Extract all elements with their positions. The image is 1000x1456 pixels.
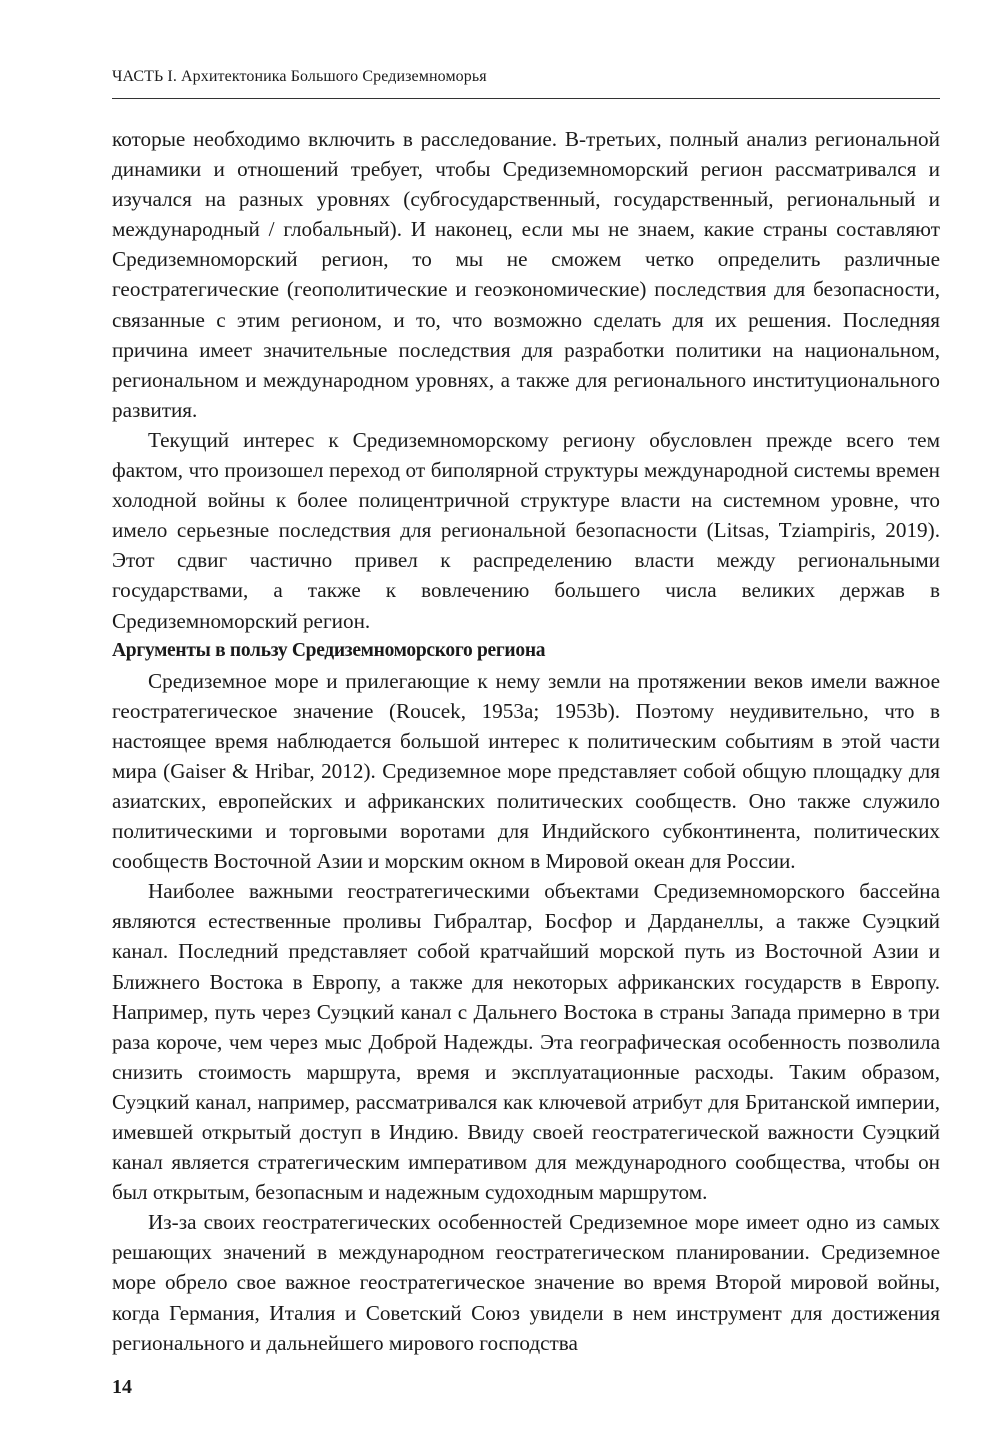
paragraph-continued: которые необходимо включить в расследование. В-третьих, полный анализ региональной динамики и отношений требует, чтобы Средиземноморский регион рассматривался и изучался на разных уровнях (субгосударственный, государственный, региональный и международный / глобальный). И наконец, если мы не знаем, какие страны составляют Средиземноморский регион, то мы не сможем четко определить различные геостратегические (геополитические и геоэкономические) последствия для безопасности, связанные с этим регионом, и то, что возможно сделать для их решения. Последняя причина имеет значительные последствия для разработки политики на национальном, региональном и международном уровнях, а также для регионального институционального развития. bbox=[112, 127, 940, 422]
page-number: 14 bbox=[112, 1376, 132, 1398]
section-heading: Аргументы в пользу Средиземноморского региона bbox=[112, 639, 546, 661]
page-body bbox=[112, 124, 940, 1358]
paragraph: Наиболее важными геостратегическими объектами Средиземноморского бассейна являются естественные проливы Гибралтар, Босфор и Дарданеллы, а также Суэцкий канал. Последний представляет собой кратчайший морской путь из Восточной Азии и Ближнего Востока в Европу, а также для некоторых африканских государств в Европу. Например, путь через Суэцкий канал с Дальнего Востока в страны Запада примерно в три раза короче, чем через мыс Доброй Надежды. Эта географическая особенность позволила снизить стоимость маршрута, время и эксплуатационные расходы. Таким образом, Суэцкий канал, например, рассматривался как ключевой атрибут для Британской империи, имевшей открытый доступ в Индию. Ввиду своей геостратегической важности Суэцкий канал является стратегическим императивом для международного сообщества, чтобы он был открытым, безопасным и надежным судоходным маршрутом. bbox=[112, 879, 940, 1205]
paragraph: Из-за своих геостратегических особенностей Средиземное море имеет одно из самых решающих значений в международном геостратегическом планировании. Средиземное море обрело свое важное геостратегическое значение во время Второй мировой войны, когда Германия, Италия и Советский Союз увидели в нем инструмент для достижения регионального и дальнейшего мирового господства bbox=[112, 1210, 940, 1355]
paragraph: Средиземное море и прилегающие к нему земли на протяжении веков имели важное геостратегическое значение (Roucek, 1953a; 1953b). Поэтому неудивительно, что в настоящее время наблюдается большой интерес к политическим событиям в этой части мира (Gaiser & Hribar, 2012). Средиземное море представляет собой общую площадку для азиатских, европейских и африканских политических сообществ. Оно также служило политическими и торговыми воротами для Индийского субконтинента, политических сообществ Восточной Азии и морским окном в Мировой океан для России. bbox=[112, 668, 940, 874]
paragraph: Текущий интерес к Средиземноморскому региону обусловлен прежде всего тем фактом, что произошел переход от биполярной структуры международной системы времен холодной войны к более полицентричной структуре власти на системном уровне, что имело серьезные последствия для региональной безопасности (Litsas, Tziampiris, 2019). Этот сдвиг частично привел к распределению власти между региональными государствами, а также к вовлечению большего числа великих держав в Средиземноморский регион. bbox=[112, 427, 940, 633]
running-header: ЧАСТЬ I. Архитектоника Большого Средиземноморья bbox=[112, 68, 940, 99]
